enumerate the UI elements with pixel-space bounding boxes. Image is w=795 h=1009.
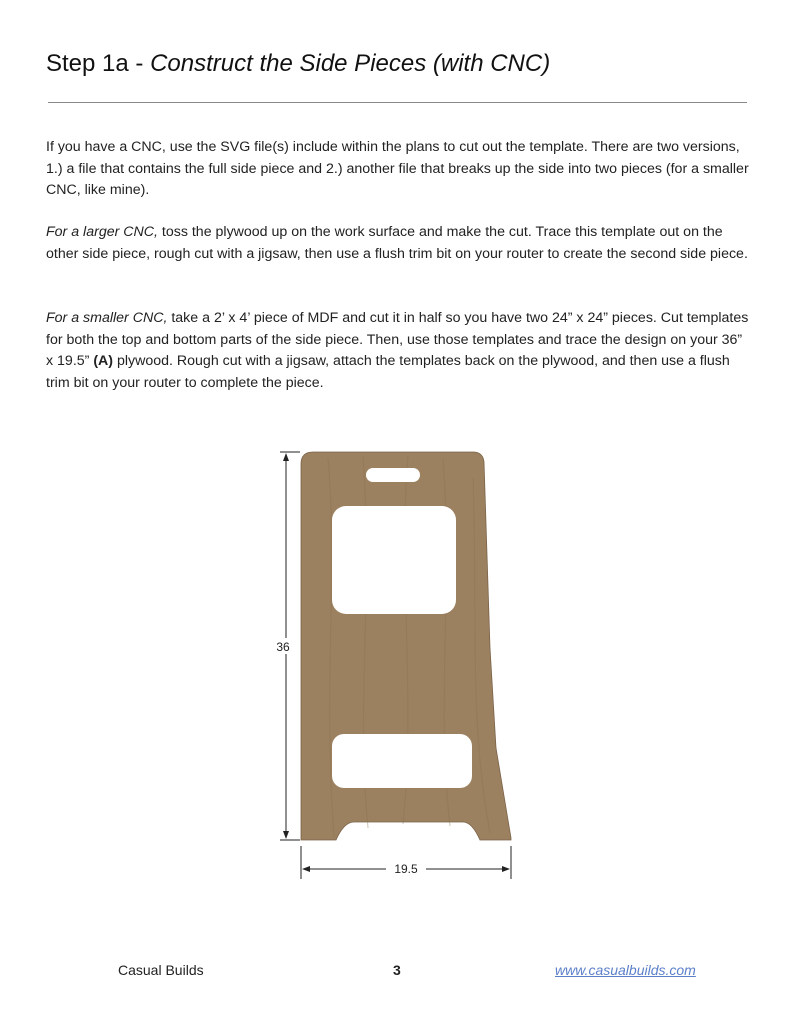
paragraph-intro: If you have a CNC, use the SVG file(s) include within the plans to cut out the template. There are two versions, 1.) a file that contains the full side piece and 2.) another file that breaks up the side into two pieces (for a smaller CNC, like mine). <box>46 139 749 198</box>
smaller-cnc-text-a: take a 2’ x 4’ piece of MDF and cut it in half so you have two 24” x 24” pieces. Cut templates for both the top and bottom parts of the side piece. Then, use those templates and trace the design on your 36” x 19.5” <box>46 310 749 369</box>
title-divider <box>48 102 747 103</box>
side-piece-svg <box>268 448 518 884</box>
paragraph-smaller-cnc <box>46 308 751 394</box>
step-title: Construct the Side Pieces (with CNC) <box>150 50 551 77</box>
larger-cnc-text: toss the plywood up on the work surface and make the cut. Trace this template out on the other side piece, rough cut with a jigsaw, then use a flush trim bit on your router to create the second side piece. <box>46 224 748 262</box>
paragraph-larger-cnc <box>46 222 751 265</box>
larger-cnc-lead: For a larger CNC, <box>46 224 158 240</box>
smaller-cnc-lead: For a smaller CNC, <box>46 310 168 326</box>
page-number: 3 <box>393 962 401 978</box>
footer-brand: Casual Builds <box>118 962 204 978</box>
website-link[interactable]: www.casualbuilds.com <box>555 962 696 978</box>
part-label-a: (A) <box>93 353 114 369</box>
side-piece-diagram <box>268 448 518 884</box>
page-title <box>46 50 550 78</box>
step-label: Step 1a - <box>46 50 144 77</box>
smaller-cnc-text-b: plywood. Rough cut with a jigsaw, attach the templates back on the plywood, and then use a flush trim bit on your router to complete the piece. <box>46 353 730 391</box>
width-label: 19.5 <box>394 862 418 876</box>
height-label: 36 <box>276 640 290 654</box>
